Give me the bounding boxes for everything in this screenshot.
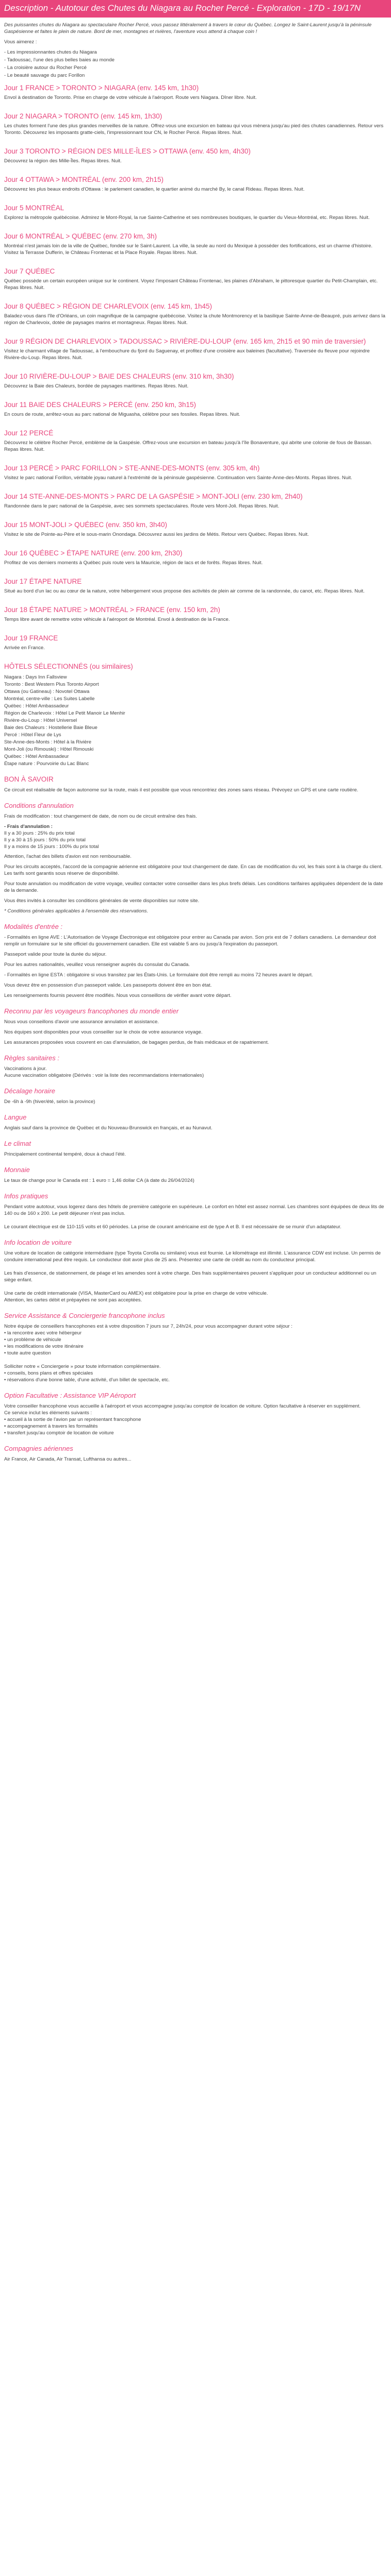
info-section-text: Anglais sauf dans la province de Québec et du Nouveau-Brunswick en français, et au Nunavut. <box>4 1125 213 1131</box>
info-section-title: Langue <box>4 1113 27 1121</box>
info-section-text: Principalement continental tempéré, doux à chaud l'été. <box>4 1151 126 1157</box>
hotel-row: Québec : Hôtel Ambassadeur <box>4 754 69 759</box>
day-text: Découvrez la Baie des Chaleurs, bordée de paysages maritimes. Repas libres. Nuit. <box>4 383 189 389</box>
misc-title: Reconnu par les voyageurs francophones du monde entier <box>4 1007 179 1015</box>
day-title: Jour 6 MONTRÉAL > QUÉBEC (env. 270 km, 3h) <box>4 232 157 240</box>
info-section-title: Service Assistance & Conciergerie francophone inclus <box>4 1312 165 1319</box>
day-text: En cours de route, arrêtez-vous au parc national de Miguasha, célèbre pour ses fossiles. Repas libres. Nuit. <box>4 412 240 417</box>
info-section-text: Pendant votre autotour, vous logerez dans des hôtels de première catégorie en supérieure. Le confort en hôtel est assez normal. Les chambres sont équipées de deux lits de 140 ou de 160 x 200. Le petit déjeuner n'est pas inclus. Le courant électrique est de 110-115 volts et 60 périodes. La prise de courant américaine est de type A et B. Il est nécessaire de se munir d'un adaptateur. <box>4 1204 384 1230</box>
day-title: Jour 7 QUÉBEC <box>4 267 55 275</box>
like-item: - La croisière autour du Rocher Percé <box>4 65 87 71</box>
day-title: Jour 18 ÉTAPE NATURE > MONTRÉAL > FRANCE (env. 150 km, 2h) <box>4 606 220 614</box>
day-text: Temps libre avant de remettre votre véhicule à l'aéroport de Montréal. Envol à destination de la France. <box>4 617 230 622</box>
day-block <box>4 429 387 453</box>
info-section-title: Décalage horaire <box>4 1087 56 1095</box>
hotel-row: Mont-Joli (ou Rimouski) : Hôtel Rimouski <box>4 747 94 752</box>
likes-list <box>4 49 387 79</box>
misc-section <box>4 1007 387 1046</box>
day-block <box>4 112 387 136</box>
misc-p3: Les assurances proposées vous couvrent en cas d'annulation, de bagages perdus, de frais médicaux et de rapatriement. <box>4 1040 269 1045</box>
hotel-row: Rivière-du-Loup : Hôtel Universel <box>4 718 77 723</box>
day-text: Explorez la métropole québécoise. Admirez le Mont-Royal, la rue Sainte-Catherine et ses nombreuses boutiques, le quartier du Vieux-Montréal, etc. Repas libres. Nuit. <box>4 215 370 221</box>
day-block <box>4 549 387 566</box>
intro-paragraph: Des puissantes chutes du Niagara au spectaculaire Rocher Percé, vous passez littéralement à travers le cœur du Québec. Longez le Saint-Laurent jusqu'à la péninsule Gaspésienne et faites le plein de nature. Bord de mer, montagnes et rivières, l'aventure vous attend à chaque coin ! <box>4 22 372 35</box>
hotel-row: Toronto : Best Western Plus Toronto Airport <box>4 682 99 687</box>
like-item: - Tadoussac, l'une des plus belles baies au monde <box>4 57 115 63</box>
hotel-row: Québec : Hôtel Ambassadeur <box>4 703 69 709</box>
like-item: - Le beauté sauvage du parc Forillon <box>4 73 85 78</box>
day-text: Visitez le parc national Forillon, véritable joyau naturel à l'extrémité de la péninsule gaspésienne. Continuation vers Sainte-Anne-des-Monts. Repas libres. Nuit. <box>4 475 352 481</box>
info-section <box>4 1113 387 1131</box>
misc-p2: Nos équipes sont disponibles pour vous conseiller sur le choix de votre assurance voyage. <box>4 1029 203 1035</box>
condition-line: Il y a moins de 15 jours : 100% du prix total <box>4 844 99 850</box>
conditions-p1: Pour les circuits acceptés, l'accord de la compagnie aérienne est obligatoire pour tout changement de date. En cas de modification du vol, les frais sont à la charge du client. Les tarifs sont garantis sous réserve de disponibilité. <box>4 864 383 876</box>
day-text: Visitez le charmant village de Tadoussac, à l'embouchure du fjord du Saguenay, et profitez d'une croisière aux baleines (facultative). Traversée du fleuve pour rejoindre Rivière-du-Loup. Repas libres. Nuit. <box>4 348 370 361</box>
day-title: Jour 12 PERCÉ <box>4 429 54 437</box>
info-section-title: Monnaie <box>4 1166 30 1174</box>
hotel-row: Étape nature : Pourvoirie du Lac Blanc <box>4 761 89 767</box>
conditions-p3: Vous êtes invités à consulter les conditions générales de vente disponibles sur notre site. <box>4 898 200 904</box>
day-title: Jour 2 NIAGARA > TORONTO (env. 145 km, 1h30) <box>4 112 162 120</box>
modalities-title: Modalités d'entrée : <box>4 923 63 930</box>
like-item: - Les impressionnantes chutes du Niagara <box>4 49 97 55</box>
day-text: Visitez le site de Pointe-au-Père et le sous-marin Onondaga. Découvrez aussi les jardins de Métis. Retour vers Québec. Repas libres. Nuit. <box>4 532 309 537</box>
bon-text: Ce circuit est réalisable de façon autonome sur la route, mais il est possible que vous rencontriez des zones sans réseau. Prévoyez un GPS et une carte routière. <box>4 787 359 793</box>
day-text: Découvrez le célèbre Rocher Percé, emblème de la Gaspésie. Offrez-vous une excursion en bateau jusqu'à l'île Bonaventure, qui abrite une colonie de fous de Bassan. Repas libres. Nuit. <box>4 440 372 452</box>
hotels-section <box>4 663 387 767</box>
day-text: Envol à destination de Toronto. Prise en charge de votre véhicule à l'aéroport. Route vers Niagara. Dîner libre. Nuit. <box>4 95 257 100</box>
info-section-text: Une voiture de location de catégorie intermédiaire (type Toyota Corolla ou similaire) vous est fournie. Le kilométrage est illimité. L'assurance CDW est incluse. Un permis de conduire international peut être requis. Le conducteur doit avoir plus de 25 ans. Présentez une carte de crédit au nom du conducteur principal. Les frais d'essence, de stationnement, de péage et les amendes sont à votre charge. Des frais supplémentaires peuvent s'appliquer pour un conducteur additionnel ou un siège enfant. Une carte de crédit internationale (VISA, MasterCard ou AMEX) est obligatoire pour la prise en charge de votre véhicule. Attention, les cartes débit et prépayées ne sont pas acceptées. <box>4 1250 381 1303</box>
day-text: Découvrez la région des Mille-Îles. Repas libres. Nuit. <box>4 158 122 164</box>
info-section <box>4 1054 387 1079</box>
day-text: Québec possède un certain européen unique sur le continent. Voyez l'imposant Château Frontenac, les plaines d'Abraham, le pittoresque quartier du Petit-Champlain, etc. Repas libres. Nuit. <box>4 278 378 291</box>
condition-line: Il y a 30 jours : 25% du prix total <box>4 831 75 836</box>
day-title: Jour 8 QUÉBEC > RÉGION DE CHARLEVOIX (env. 145 km, 1h45) <box>4 302 213 310</box>
info-section-text: Le taux de change pour le Canada est : 1 euro = 1,46 dollar CA (à date du 26/04/2024) <box>4 1178 194 1183</box>
page-title: Description - Autotour des Chutes du Niagara au Rocher Percé - Exploration - 17D - 19/17N <box>4 3 361 13</box>
day-title: Jour 13 PERCÉ > PARC FORILLON > STE-ANNE-DES-MONTS (env. 305 km, 4h) <box>4 464 260 472</box>
info-section-title: Règles sanitaires : <box>4 1054 59 1062</box>
hotels-list <box>4 674 387 767</box>
day-block <box>4 337 387 361</box>
day-block <box>4 302 387 326</box>
bon-section <box>4 775 387 793</box>
info-section-text: Air France, Air Canada, Air Transat, Lufthansa ou autres... <box>4 1456 132 1462</box>
day-block <box>4 204 387 221</box>
modalities-p6: Les renseignements fournis peuvent être modifiés. Nous vous conseillons de vérifier avant votre départ. <box>4 993 232 998</box>
day-title: Jour 19 FRANCE <box>4 634 58 642</box>
content <box>0 18 391 1463</box>
info-sections <box>4 1054 387 1463</box>
day-title: Jour 11 BAIE DES CHALEURS > PERCÉ (env. 250 km, 3h15) <box>4 401 197 409</box>
hotel-row: Percé : Hôtel Fleur de Lys <box>4 732 61 738</box>
info-section-title: Infos pratiques <box>4 1192 48 1200</box>
title-banner <box>0 0 391 18</box>
hotel-row: Ste-Anne-des-Monts : Hôtel à la Rivière <box>4 739 92 745</box>
bon-title: BON À SAVOIR <box>4 775 54 783</box>
info-section-title: Compagnies aériennes <box>4 1445 73 1452</box>
day-text: Montréal n'est jamais loin de la ville de Québec, fondée sur le Saint-Laurent. La ville, la seule au nord du Mexique à posséder des fortifications, est un charme d'histoire. Visitez la Terrasse Dufferin, le Château Frontenac et la Place Royale. Repas libres. Nuit. <box>4 243 372 256</box>
modalities-p5: Vous devez être en possession d'un passeport valide. Les passeports doivent être en bon état. <box>4 982 212 988</box>
modalities-p4: - Formalités en ligne ESTA : obligatoire si vous transitez par les États-Unis. Le formulaire doit être rempli au moins 72 heures avant le départ. <box>4 972 313 978</box>
day-text: Profitez de vos derniers moments à Québec puis route vers la Mauricie, région de lacs et de forêts. Repas libres. Nuit. <box>4 560 263 566</box>
info-section <box>4 1087 387 1105</box>
info-section <box>4 1192 387 1230</box>
info-section <box>4 1445 387 1463</box>
day-block <box>4 606 387 623</box>
day-text: Baladez-vous dans l'île d'Orléans, un coin magnifique de la campagne québécoise. Visitez la chute Montmorency et la basilique Sainte-Anne-de-Beaupré, puis arrivez dans la région de Charlevoix, dotée de paysages marins et montagneux. Repas libres. Nuit. <box>4 313 385 326</box>
condition-line: - Frais d'annulation : <box>4 824 53 829</box>
day-title: Jour 17 ÉTAPE NATURE <box>4 578 82 585</box>
day-title: Jour 4 OTTAWA > MONTRÉAL (env. 200 km, 2h15) <box>4 176 164 183</box>
days-list <box>4 84 387 651</box>
hotel-row: Ottawa (ou Gatineau) : Novotel Ottawa <box>4 689 90 694</box>
modalities-p3: Pour les autres nationalités, veuillez vous renseigner auprès du consulat du Canada. <box>4 962 190 968</box>
day-title: Jour 15 MONT-JOLI > QUÉBEC (env. 350 km, 3h40) <box>4 521 167 529</box>
day-title: Jour 16 QUÉBEC > ÉTAPE NATURE (env. 200 km, 2h30) <box>4 549 183 557</box>
info-section-title: Info location de voiture <box>4 1239 72 1246</box>
info-section <box>4 1140 387 1158</box>
conditions-small: * Conditions générales applicables à l'ensemble des réservations. <box>4 908 149 914</box>
modalities-p2: Passeport valide pour toute la durée du séjour. <box>4 952 107 957</box>
likes-label: Vous aimerez : <box>4 39 37 45</box>
day-block <box>4 401 387 418</box>
day-block <box>4 232 387 256</box>
conditions-section <box>4 802 387 914</box>
day-text: Arrivée en France. <box>4 645 45 651</box>
hotel-row: Montréal, centre-ville : Les Suites Labelle <box>4 696 95 702</box>
day-block <box>4 464 387 481</box>
info-section-text: Votre conseiller francophone vous accueille à l'aéroport et vous accompagne jusqu'au comptoir de location de voiture. Option facultative à réserver en supplément. Ce service inclut les éléments suivants : • accueil à la sortie de l'avion par un représentant francophone • accompagnement à travers les formalités • transfert jusqu'au comptoir de location de voiture <box>4 1403 361 1436</box>
day-block <box>4 84 387 101</box>
day-block <box>4 521 387 538</box>
info-section-text: Vaccinations à jour. Aucune vaccination obligatoire (Dérivés : voir la liste des recommandations internationales) <box>4 1066 204 1078</box>
info-section <box>4 1166 387 1184</box>
info-section-text: Notre équipe de conseillers francophones est à votre disposition 7 jours sur 7, 24h/24, pour vous accompagner durant votre séjour : • la rencontre avec votre hébergeur • un problème de véhicule • les modifications de votre itinéraire • toute autre question Solliciter notre « Conciergerie » pour toute information complémentaire. • conseils, bons plans et offres spéciales • réservations d'une bonne table, d'une activité, d'un billet de spectacle, etc. <box>4 1324 292 1383</box>
conditions-intro: Frais de modification : tout changement de date, de nom ou de circuit entraîne des frais. <box>4 814 197 819</box>
hotels-title: HÔTELS SÉLECTIONNÉS (ou similaires) <box>4 663 133 670</box>
conditions-title: Conditions d'annulation <box>4 802 74 809</box>
misc-p1: Nous vous conseillons d'avoir une assurance annulation et assistance. <box>4 1019 159 1025</box>
conditions-p2: Pour toute annulation ou modification de votre voyage, veuillez contacter votre conseiller dans les plus brefs délais. Les conditions tarifaires appliquées dépendent de la date de la demande. <box>4 881 383 893</box>
day-block <box>4 147 387 164</box>
modalities-p1: - Formalités en ligne AVE : L'Autorisation de Voyage Électronique est obligatoire pour entrer au Canada par avion. Son prix est de 7 dollars canadiens. Le demandeur doit remplir un formulaire sur le site officiel du gouvernement canadien. Elle est valable 5 ans ou jusqu'à l'expiration du passeport. <box>4 935 377 947</box>
day-title: Jour 3 TORONTO > RÉGION DES MILLE-ÎLES > OTTAWA (env. 450 km, 4h30) <box>4 147 251 155</box>
day-block <box>4 372 387 389</box>
day-text: Randonnée dans le parc national de la Gaspésie, avec ses sommets spectaculaires. Route vers Mont-Joli. Repas libres. Nuit. <box>4 503 280 509</box>
day-title: Jour 5 MONTRÉAL <box>4 204 64 212</box>
day-title: Jour 14 STE-ANNE-DES-MONTS > PARC DE LA GASPÉSIE > MONT-JOLI (env. 230 km, 2h40) <box>4 493 303 500</box>
info-section-title: Option Facultative : Assistance VIP Aéroport <box>4 1392 136 1399</box>
condition-line: Il y a 30 à 15 jours : 50% du prix total <box>4 837 86 843</box>
day-block <box>4 634 387 651</box>
info-section <box>4 1239 387 1303</box>
day-text: Situé au bord d'un lac ou au cœur de la nature, votre hébergement vous propose des activités de plein air comme de la randonnée, du canot, etc. Repas libres. Nuit. <box>4 588 365 594</box>
hotel-row: Région de Charlevoix : Hôtel Le Petit Manoir Le Menhir <box>4 710 125 716</box>
info-section-text: De -6h à -9h (hiver/été, selon la province) <box>4 1099 95 1105</box>
day-block <box>4 267 387 291</box>
day-title: Jour 10 RIVIÈRE-DU-LOUP > BAIE DES CHALEURS (env. 310 km, 3h30) <box>4 372 234 380</box>
day-block <box>4 578 387 595</box>
day-block <box>4 176 387 193</box>
hotel-row: Niagara : Days Inn Fallsview <box>4 674 67 680</box>
info-section <box>4 1312 387 1383</box>
day-block <box>4 493 387 510</box>
conditions-lines <box>4 823 387 850</box>
hotel-row: Baie des Chaleurs : Hostellerie Baie Bleue <box>4 725 97 731</box>
day-text: Les chutes forment l'une des plus grandes merveilles de la nature. Offrez-vous une excursion en bateau qui vous mènera jusqu'au pied des chutes canadiennes. Retour vers Toronto. Découvrez les imposants gratte-ciels, l'impressionnant tour CN, le Rocher Percé. Repas libres. Nuit. <box>4 123 384 135</box>
day-title: Jour 9 RÉGION DE CHARLEVOIX > TADOUSSAC > RIVIÈRE-DU-LOUP (env. 165 km, 2h15 et 90 min de traversier) <box>4 337 366 345</box>
day-title: Jour 1 FRANCE > TORONTO > NIAGARA (env. 145 km, 1h30) <box>4 84 199 92</box>
day-text: Découvrez les plus beaux endroits d'Ottawa : le parlement canadien, le quartier animé du marché By, le canal Rideau. Repas libres. Nuit. <box>4 187 305 192</box>
info-section-title: Le climat <box>4 1140 31 1147</box>
conditions-warning: Attention, l'achat des billets d'avion est non remboursable. <box>4 854 132 859</box>
modalities-section <box>4 923 387 999</box>
info-section <box>4 1392 387 1436</box>
